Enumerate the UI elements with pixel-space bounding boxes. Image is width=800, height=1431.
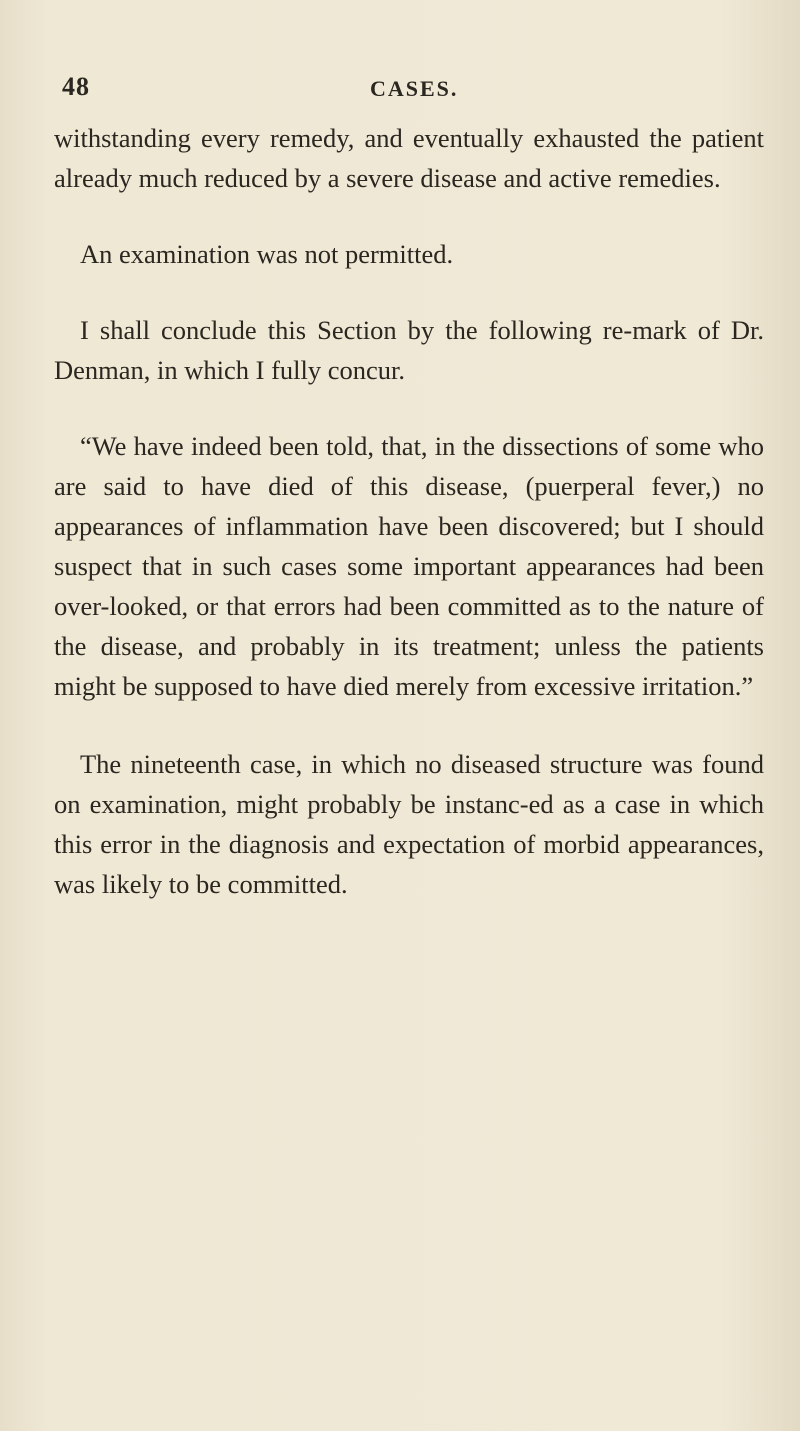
running-head: CASES. — [370, 76, 459, 101]
page-number: 48 — [62, 72, 90, 101]
page-header — [0, 72, 800, 112]
paragraph-nineteenth-case: The nineteenth case, in which no diseased structure was found on examination, might probably be instanc-ed as a case in which this error in the diagnosis and expectation of morbid appearances, was likely to be committed. — [54, 749, 764, 899]
paragraph-examination: An examination was not permitted. — [80, 239, 454, 269]
body-text — [54, 118, 764, 904]
paragraph-continuation: withstanding every remedy, and eventually exhausted the patient already much reduced by a severe disease and active remedies. — [54, 123, 764, 193]
paragraph-quotation: “We have indeed been told, that, in the dissections of some who are said to have died of this disease, (puerperal fever,) no appearances of inflammation have been discovered; but I should suspect that in such cases some important appearances had been over-looked, or that errors had been committed as to the nature of the disease, and probably in its treatment; unless the patients might be supposed to have died merely from excessive irritation.” — [54, 431, 764, 701]
paragraph-conclusion: I shall conclude this Section by the following re-mark of Dr. Denman, in which I fully concur. — [54, 315, 764, 385]
